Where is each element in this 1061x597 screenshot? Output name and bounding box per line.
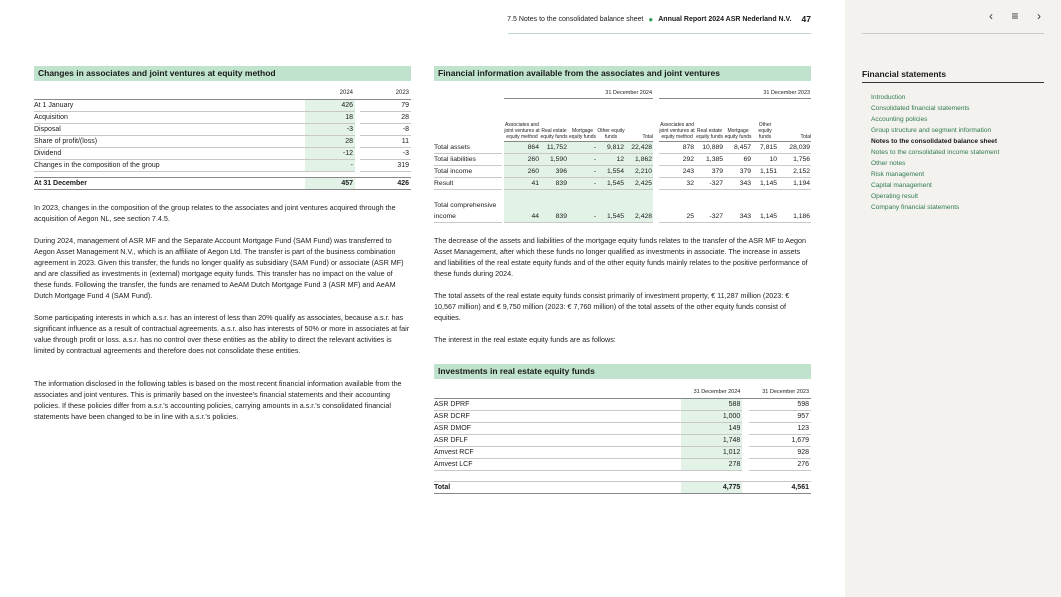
table-row: Total assets 864 11,752 - 9,812 22,428 878 10,889 8,457 7,815 28,039 [434, 142, 811, 154]
paragraph: The interest in the real estate equity funds are as follows: [434, 335, 616, 344]
sidebar-item[interactable]: Group structure and segment information [871, 127, 992, 134]
period-header: 31 December 2023 [749, 387, 811, 399]
paragraph: The information disclosed in the following tables is based on the most recent financial information available from the associates and joint ventures. This is primarily based on the investee's financial statements and their accounting policies. If these policies differ from a.s.r.'s accounting policies, carrying amounts in a.s.r.'s consolidated financial statements have been changed to be in line with a.s.r.'s policies. [34, 379, 402, 421]
table-row: ASR DCRF 1,000 957 [434, 411, 811, 423]
table-total-row: Total 4,775 4,561 [434, 482, 811, 494]
column-header: Other equity funds [752, 99, 778, 142]
header-report-title: Annual Report 2024 ASR Nederland N.V. [658, 15, 792, 23]
column-header: Total [778, 99, 811, 142]
table-of-contents [871, 92, 999, 213]
table-row: Dividend -12 -3 [34, 148, 411, 160]
chevron-left-icon[interactable]: ‹ [989, 9, 993, 23]
paragraph: During 2024, management of ASR MF and the Separate Account Mortgage Fund (SAM Fund) was transferred to Aegon Asset Management N.V., which is an affiliate of Aegon Ltd. The transfer is part of the business combination agreement in 2023. Given this transfer, the funds no longer qualify as subsidiary (SAM Fund) or associate (ASR MF) and are classified as investments in (external) mortgage equity funds. This transfer has no impact on the value of these funds. Following the transfer, the funds are renamed to AeAM Dutch Mortgage Fund 3 (ASR MF) and AeAM Dutch Mortgage Fund 4 (SAM Fund). [34, 236, 404, 300]
sidebar-item[interactable]: Accounting policies [871, 116, 928, 123]
column-header: Associates and joint ventures at equity method [659, 99, 695, 142]
table-row: Share of profit/(loss) 28 11 [34, 136, 411, 148]
column-header: Real estate equity funds [695, 99, 724, 142]
table-row: Result 41 839 - 1,545 2,425 32 -327 343 1,145 1,194 [434, 178, 811, 190]
year-header: 2024 [305, 88, 355, 100]
header-divider [508, 33, 811, 34]
table-row: Total comprehensive income 44 839 - 1,545 2,428 25 -327 343 1,145 1,186 [434, 190, 811, 223]
table-row: ASR DPRF 588 598 [434, 399, 811, 411]
sidebar-title: Financial statements [862, 69, 1044, 83]
right-section-heading: Financial information available from the associates and joint ventures [434, 66, 811, 81]
sidebar-item[interactable]: Notes to the consolidated income statement [871, 149, 1000, 156]
sidebar-item[interactable]: Company financial statements [871, 204, 960, 211]
sidebar-item[interactable]: Operating result [871, 193, 918, 200]
sidebar-item[interactable]: Consolidated financial statements [871, 105, 970, 112]
page-number: 47 [801, 14, 811, 24]
table-row: ASR DFLF 1,748 1,679 [434, 435, 811, 447]
year-header: 2023 [360, 88, 411, 100]
paragraph: Some participating interests in which a.s.r. has an interest of less than 20% qualify as associates, because a.s.r. has significant influence as a result of contractual agreements. a.s.r. also has interests of 50% or more in associates at fair value through profit or loss. a.s.r. has no control over these entities as the ability to direct the relevant activities is limited by contractual agreements and therefore does not consolidate these entities. [34, 313, 410, 355]
financial-info-table [434, 89, 811, 223]
page-header [507, 14, 811, 24]
menu-icon[interactable]: ≡ [1011, 9, 1019, 23]
column-header: Associates and joint ventures at equity method [504, 99, 540, 142]
sidebar [845, 0, 1061, 597]
paragraph: In 2023, changes in the composition of the group relates to the associates and joint ventures acquired through the acquisition of Aegon NL, see section 7.4.5. [34, 203, 396, 223]
table-row: Amvest RCF 1,012 928 [434, 447, 811, 459]
sidebar-item[interactable]: Risk management [871, 171, 925, 178]
sidebar-item[interactable]: Notes to the consolidated balance sheet [871, 138, 998, 145]
sidebar-item[interactable]: Capital management [871, 182, 932, 189]
period-header: 31 December 2024 [504, 89, 653, 99]
paragraph: The decrease of the assets and liabilities of the mortgage equity funds relates to the transfer of the ASR MF to Aegon Asset Management, after which these funds no longer qualified as investments in associate. The increase in assets and liabilities of the real estate equity funds and of the other equity funds mainly relates to the positive performance of these funds during 2024. [434, 236, 808, 278]
period-header: 31 December 2024 [681, 387, 742, 399]
left-section-heading: Changes in associates and joint ventures at equity method [34, 66, 411, 81]
investments-table [434, 387, 811, 494]
table-row: Acquisition 18 28 [34, 112, 411, 124]
sidebar-item[interactable]: Other notes [871, 160, 906, 167]
table-row: Disposal -3 -8 [34, 124, 411, 136]
column-header: Other equity funds [597, 99, 625, 142]
table-row: At 1 January 426 79 [34, 100, 411, 112]
column-header: Mortgage equity funds [568, 99, 597, 142]
column-header: Real estate equity funds [540, 99, 568, 142]
table-row: Changes in the composition of the group - 319 [34, 160, 411, 172]
period-header: 31 December 2023 [659, 89, 811, 99]
column-header: Total [625, 99, 653, 142]
paragraph: The total assets of the real estate equity funds consist primarily of investment property, € 11,287 million (2023: € 10,567 million) and € 9,750 million (2023: € 7,760 million) of the total assets of the other equity funds consist of equities. [434, 291, 790, 322]
header-section: 7.5 Notes to the consolidated balance sheet [507, 15, 644, 23]
associates-changes-table [34, 88, 411, 190]
table-total-row: At 31 December 457 426 [34, 178, 411, 190]
table-row: Total liabilities 260 1,590 - 12 1,862 292 1,385 69 10 1,756 [434, 154, 811, 166]
table-row: ASR DMOF 149 123 [434, 423, 811, 435]
column-header: Mortgage equity funds [724, 99, 752, 142]
table-row: Total income 260 396 - 1,554 2,210 243 379 379 1,151 2,152 [434, 166, 811, 178]
chevron-right-icon[interactable]: › [1037, 9, 1041, 23]
dot-separator-icon: ● [648, 14, 654, 24]
sidebar-item[interactable]: Introduction [871, 94, 906, 101]
sidebar-divider [862, 33, 1044, 34]
investments-section-heading: Investments in real estate equity funds [434, 364, 811, 379]
table-row: Amvest LCF 278 276 [434, 459, 811, 471]
